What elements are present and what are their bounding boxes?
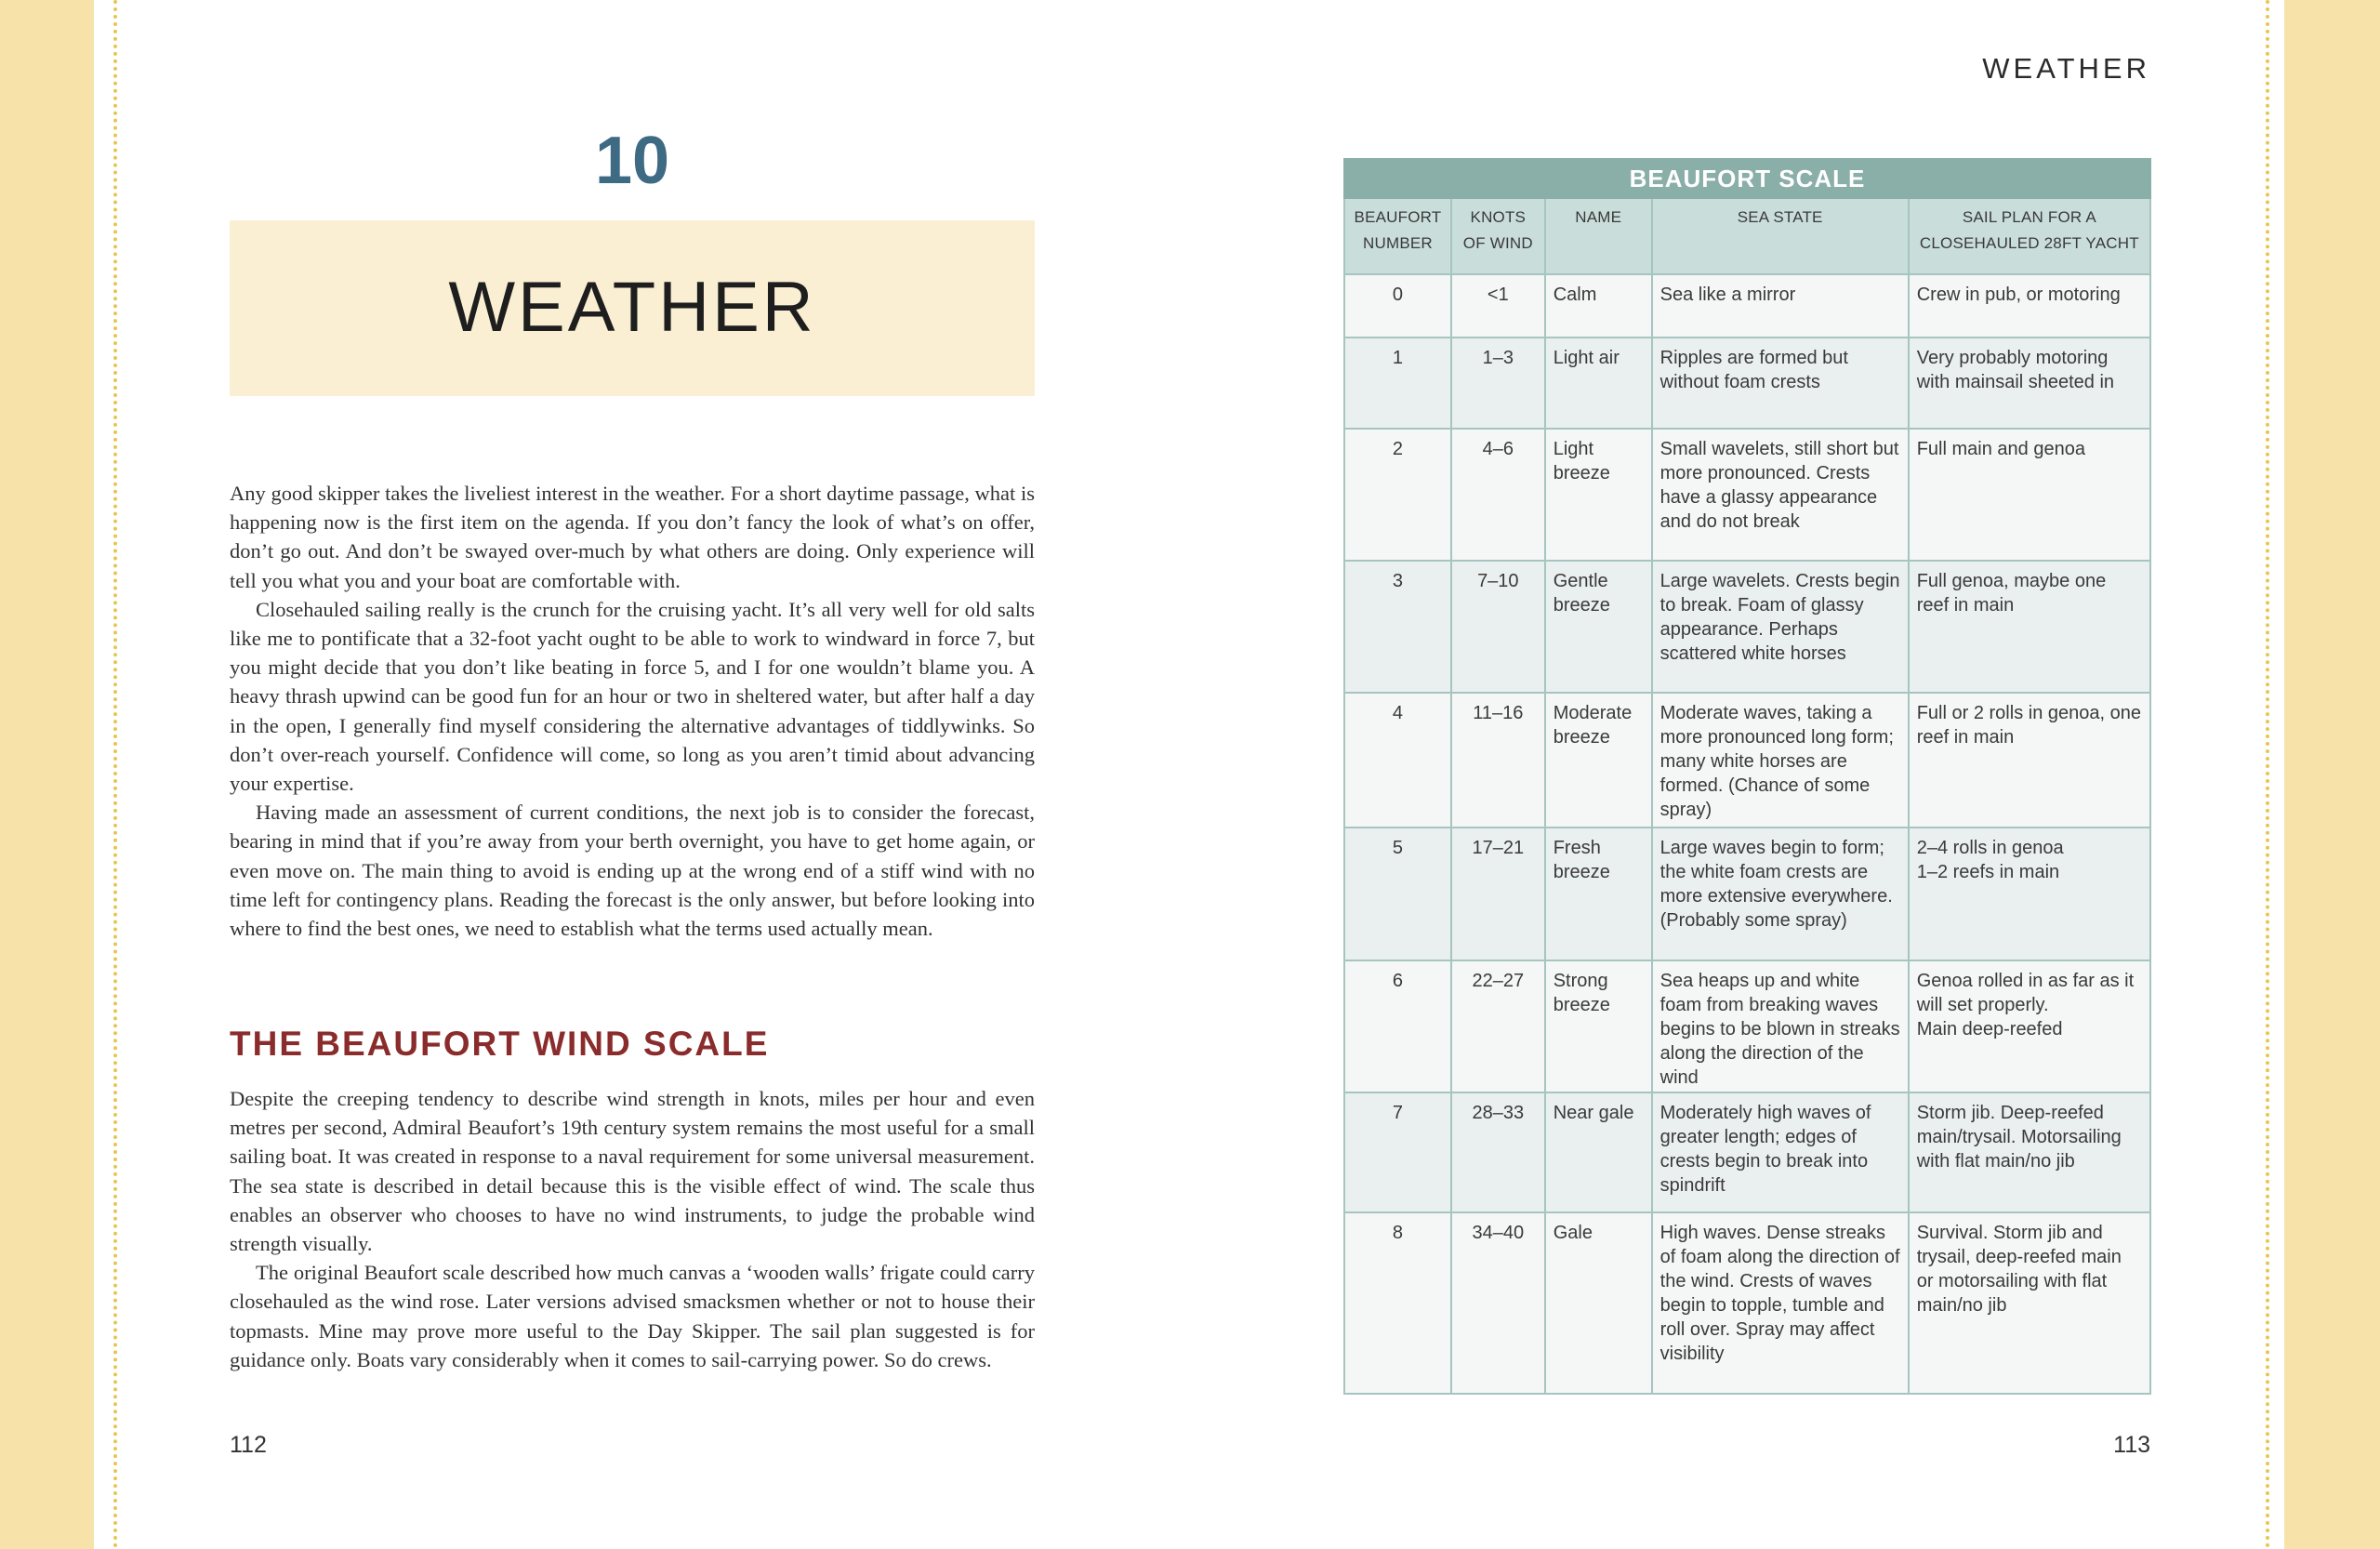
sail-plan-cell: Very probably motoring with mainsail sheeted in (1909, 338, 2150, 429)
sail-plan-cell: 2–4 rolls in genoa 1–2 reefs in main (1909, 827, 2150, 960)
beaufort-number-cell: 2 (1344, 429, 1451, 561)
sea-state-cell: Sea like a mirror (1652, 274, 1909, 338)
sail-plan-cell: Storm jib. Deep-reefed main/trysail. Motorsailing with flat main/no jib (1909, 1092, 2150, 1212)
sea-state-cell: Small wavelets, still short but more pronounced. Crests have a glassy appearance and do not break (1652, 429, 1909, 561)
paragraph: Closehauled sailing really is the crunch for the cruising yacht. It’s all very well for old salts like me to pontificate that a 32-foot yacht ought to be able to work to windward in force 7, but you might decide that you don’t like beating in force 5, and I for one wouldn’t blame you. A heavy thrash upwind can be good fun for an hour or two in sheltered water, but after half a day in the open, I generally find myself considering the alternative advantages of tiddlywinks. So don’t over-reach yourself. Confidence will come, so long as you aren’t timid about advancing your expertise. (230, 597, 1035, 796)
sail-plan-cell: Survival. Storm jib and trysail, deep-reefed main or motorsailing with flat main/no jib (1909, 1212, 2150, 1394)
name-cell: Light air (1545, 338, 1652, 429)
knots-cell: 22–27 (1451, 960, 1545, 1092)
table-row (1344, 1092, 2150, 1212)
chapter-number: 10 (594, 124, 670, 198)
beaufort-number-cell: 5 (1344, 827, 1451, 960)
table-row (1344, 274, 2150, 338)
intro-text (230, 479, 1035, 943)
name-cell: Calm (1545, 274, 1652, 338)
sea-state-cell: High waves. Dense streaks of foam along the direction of the wind. Crests of waves begin to topple, tumble and roll over. Spray may affect visibility (1652, 1212, 1909, 1394)
beaufort-table (1343, 158, 2151, 1395)
table-row (1344, 1212, 2150, 1394)
table-row (1344, 429, 2150, 561)
name-cell: Light breeze (1545, 429, 1652, 561)
name-cell: Near gale (1545, 1092, 1652, 1212)
paragraph: Having made an assessment of current conditions, the next job is to consider the forecast, bearing in mind that if you’re away from your berth overnight, you have to get home again, or even move on. The main thing to avoid is ending up at the wrong end of a stiff wind with no time left for contingency plans. Reading the forecast is the only answer, but before looking into where to find the best ones, we need to establish what the terms used actually mean. (230, 801, 1035, 941)
paragraph: The original Beaufort scale described how much canvas a ‘wooden walls’ frigate could carry closehauled as the wind rose. Later versions advised smacksmen whether or not to house their topmasts. Mine may prove more useful to the Day Skipper. The sail plan suggested is for guidance only. Boats vary considerably when it comes to sail-carrying power. So do crews. (230, 1261, 1035, 1371)
sea-state-cell: Large waves begin to form; the white foam crests are more extensive everywhere. (Probably some spray) (1652, 827, 1909, 960)
page-number-left: 112 (230, 1432, 267, 1458)
chapter-title-box (230, 220, 1035, 396)
beaufort-number-cell: 4 (1344, 693, 1451, 827)
left-page-border (113, 0, 117, 1549)
right-page-border (2266, 0, 2269, 1549)
beaufort-number-cell: 3 (1344, 561, 1451, 693)
paragraph: Despite the creeping tendency to describe wind strength in knots, miles per hour and even metres per second, Admiral Beaufort’s 19th century system remains the most useful for a small sailing boat. It was created in response to a naval requirement for some universal measurement. The sea state is described in detail because this is the visible effect of wind. The scale thus enables an observer who chooses to have no wind instruments, to judge the probable wind strength visually. (230, 1087, 1035, 1256)
name-cell: Gale (1545, 1212, 1652, 1394)
beaufort-number-cell: 1 (1344, 338, 1451, 429)
knots-cell: 4–6 (1451, 429, 1545, 561)
sea-state-cell: Moderate waves, taking a more pronounced long form; many white horses are formed. (Chance of some spray) (1652, 693, 1909, 827)
sail-plan-cell: Full or 2 rolls in genoa, one reef in main (1909, 693, 2150, 827)
knots-cell: 28–33 (1451, 1092, 1545, 1212)
table-row (1344, 693, 2150, 827)
chapter-title: WEATHER (448, 268, 816, 347)
header-sail-plan: SAIL PLAN FOR A CLOSEHAULED 28FT YACHT (1909, 198, 2150, 274)
sail-plan-cell: Full genoa, maybe one reef in main (1909, 561, 2150, 693)
knots-cell: 11–16 (1451, 693, 1545, 827)
knots-cell: 17–21 (1451, 827, 1545, 960)
header-name: NAME (1545, 198, 1652, 274)
header-sea-state: SEA STATE (1652, 198, 1909, 274)
table-title: BEAUFORT SCALE (1344, 159, 2150, 198)
name-cell: Moderate breeze (1545, 693, 1652, 827)
beaufort-number-cell: 8 (1344, 1212, 1451, 1394)
header-knots: KNOTS OF WIND (1451, 198, 1545, 274)
sea-state-cell: Ripples are formed but without foam crests (1652, 338, 1909, 429)
beaufort-number-cell: 0 (1344, 274, 1451, 338)
sea-state-cell: Sea heaps up and white foam from breaking waves begins to be blown in streaks along the direction of the wind (1652, 960, 1909, 1092)
page-number-right: 113 (2113, 1432, 2150, 1458)
section-heading: THE BEAUFORT WIND SCALE (230, 1025, 770, 1063)
running-head: WEATHER (1982, 52, 2150, 85)
header-beaufort-number: BEAUFORT NUMBER (1344, 198, 1451, 274)
table-row (1344, 561, 2150, 693)
sea-state-cell: Moderately high waves of greater length; edges of crests begin to break into spindrift (1652, 1092, 1909, 1212)
table-row (1344, 338, 2150, 429)
beaufort-number-cell: 7 (1344, 1092, 1451, 1212)
sea-state-cell: Large wavelets. Crests begin to break. Foam of glassy appearance. Perhaps scattered white horses (1652, 561, 1909, 693)
knots-cell: 7–10 (1451, 561, 1545, 693)
name-cell: Gentle breeze (1545, 561, 1652, 693)
name-cell: Strong breeze (1545, 960, 1652, 1092)
knots-cell: 1–3 (1451, 338, 1545, 429)
knots-cell: <1 (1451, 274, 1545, 338)
paragraph: Any good skipper takes the liveliest interest in the weather. For a short daytime passage, what is happening now is the first item on the agenda. If you don’t fancy the look of what’s on offer, don’t go out. And don’t be swayed over-much by what others are doing. Only experience will tell you what you and your boat are comfortable with. (230, 482, 1035, 592)
beaufort-text (230, 1084, 1035, 1374)
beaufort-number-cell: 6 (1344, 960, 1451, 1092)
sail-plan-cell: Full main and genoa (1909, 429, 2150, 561)
name-cell: Fresh breeze (1545, 827, 1652, 960)
table-row (1344, 960, 2150, 1092)
sail-plan-cell: Genoa rolled in as far as it will set properly. Main deep-reefed (1909, 960, 2150, 1092)
sail-plan-cell: Crew in pub, or motoring (1909, 274, 2150, 338)
table-row (1344, 827, 2150, 960)
knots-cell: 34–40 (1451, 1212, 1545, 1394)
